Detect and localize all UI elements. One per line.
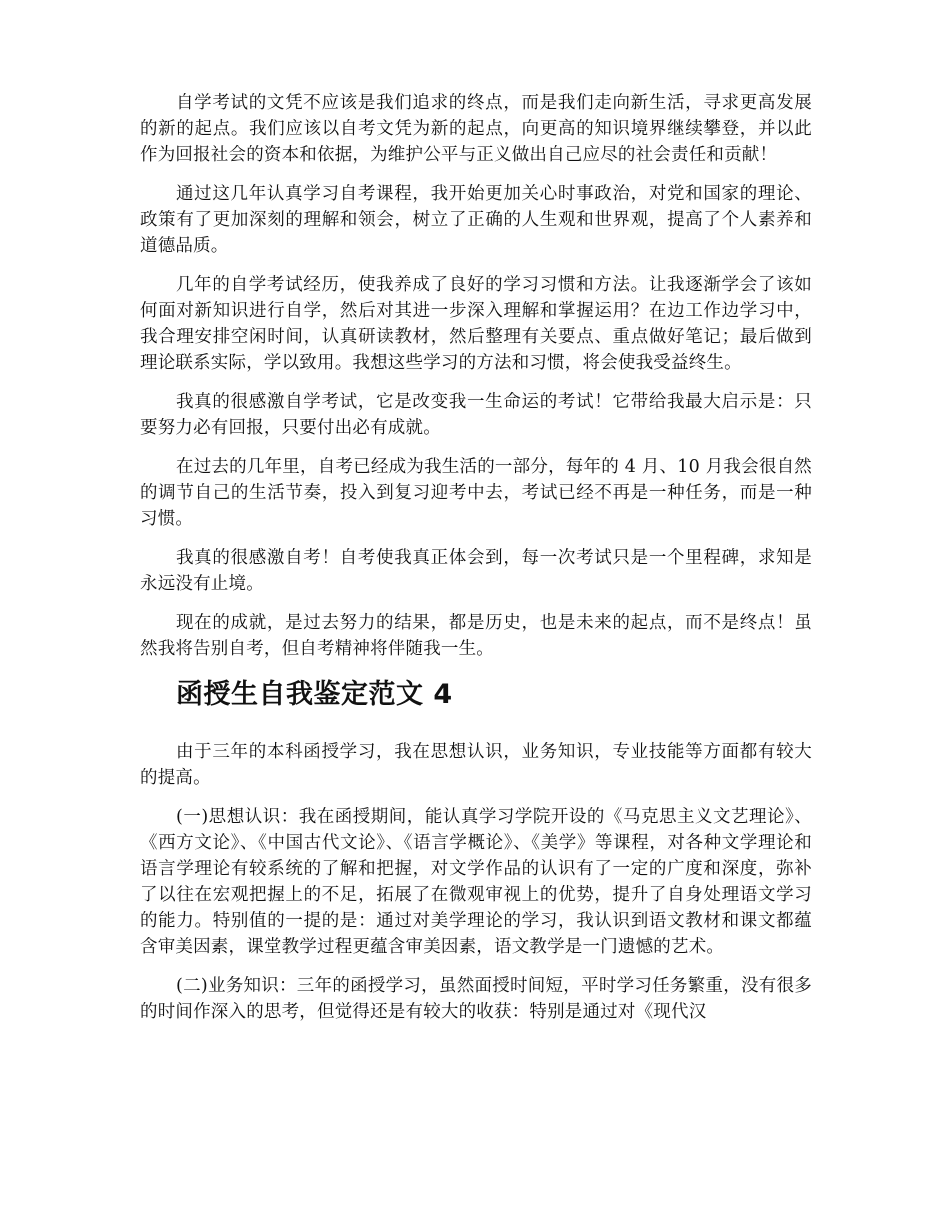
paragraph: 在过去的几年里，自考已经成为我生活的一部分，每年的 4 月、10 月我会很自然的调节自己的生活节奏，投入到复习迎考中去，考试已经不再是一种任务，而是一种习惯。: [140, 457, 812, 529]
paragraph: (一)思想认识：我在函授期间，能认真学习学院开设的《马克思主义文艺理论》、《西方文论》、《中国古代文论》、《语言学概论》、《美学》等课程，对各种文学理论和语言学理论有较系统的了解和把握，对文学作品的认识有了一定的广度和深度，弥补了以往在宏观把握上的不足，拓展了在微观审视上的优势，提升了自身处理语文学习的能力。特别值的一提的是：通过对美学理论的学习，我认识到语文教材和课文都蕴含审美因素，课堂教学过程更蕴含审美因素，语文教学是一门遗憾的艺术。: [140, 807, 812, 957]
paragraph: 我真的很感激自考！自考使我真正体会到，每一次考试只是一个里程碑，求知是永远没有止境。: [140, 548, 812, 594]
paragraph: 由于三年的本科函授学习，我在思想认识，业务知识，专业技能等方面都有较大的提高。: [140, 742, 812, 788]
paragraph: 现在的成就，是过去努力的结果，都是历史，也是未来的起点，而不是终点！虽然我将告别自考，但自考精神将伴随我一生。: [140, 613, 812, 659]
document-page: [140, 90, 812, 1038]
section-heading: 函授生自我鉴定范文 4: [176, 679, 453, 710]
paragraph: 自学考试的文凭不应该是我们追求的终点，而是我们走向新生活，寻求更高发展的新的起点。我们应该以自考文凭为新的起点，向更高的知识境界继续攀登，并以此作为回报社会的资本和依据，为维护公平与正义做出自己应尽的社会责任和贡献！: [140, 93, 812, 165]
paragraph: 通过这几年认真学习自考课程，我开始更加关心时事政治，对党和国家的理论、政策有了更加深刻的理解和领会，树立了正确的人生观和世界观，提高了个人素养和道德品质。: [140, 184, 812, 256]
paragraph: 我真的很感激自学考试，它是改变我一生命运的考试！它带给我最大启示是：只要努力必有回报，只要付出必有成就。: [140, 392, 812, 438]
paragraph: (二)业务知识：三年的函授学习，虽然面授时间短，平时学习任务繁重，没有很多的时间作深入的思考，但觉得还是有较大的收获：特别是通过对《现代汉: [140, 976, 812, 1022]
paragraph: 几年的自学考试经历，使我养成了良好的学习习惯和方法。让我逐渐学会了该如何面对新知识进行自学，然后对其进一步深入理解和掌握运用？在边工作边学习中，我合理安排空闲时间，认真研读教材，然后整理有关要点、重点做好笔记；最后做到理论联系实际，学以致用。我想这些学习的方法和习惯，将会使我受益终生。: [140, 275, 812, 373]
